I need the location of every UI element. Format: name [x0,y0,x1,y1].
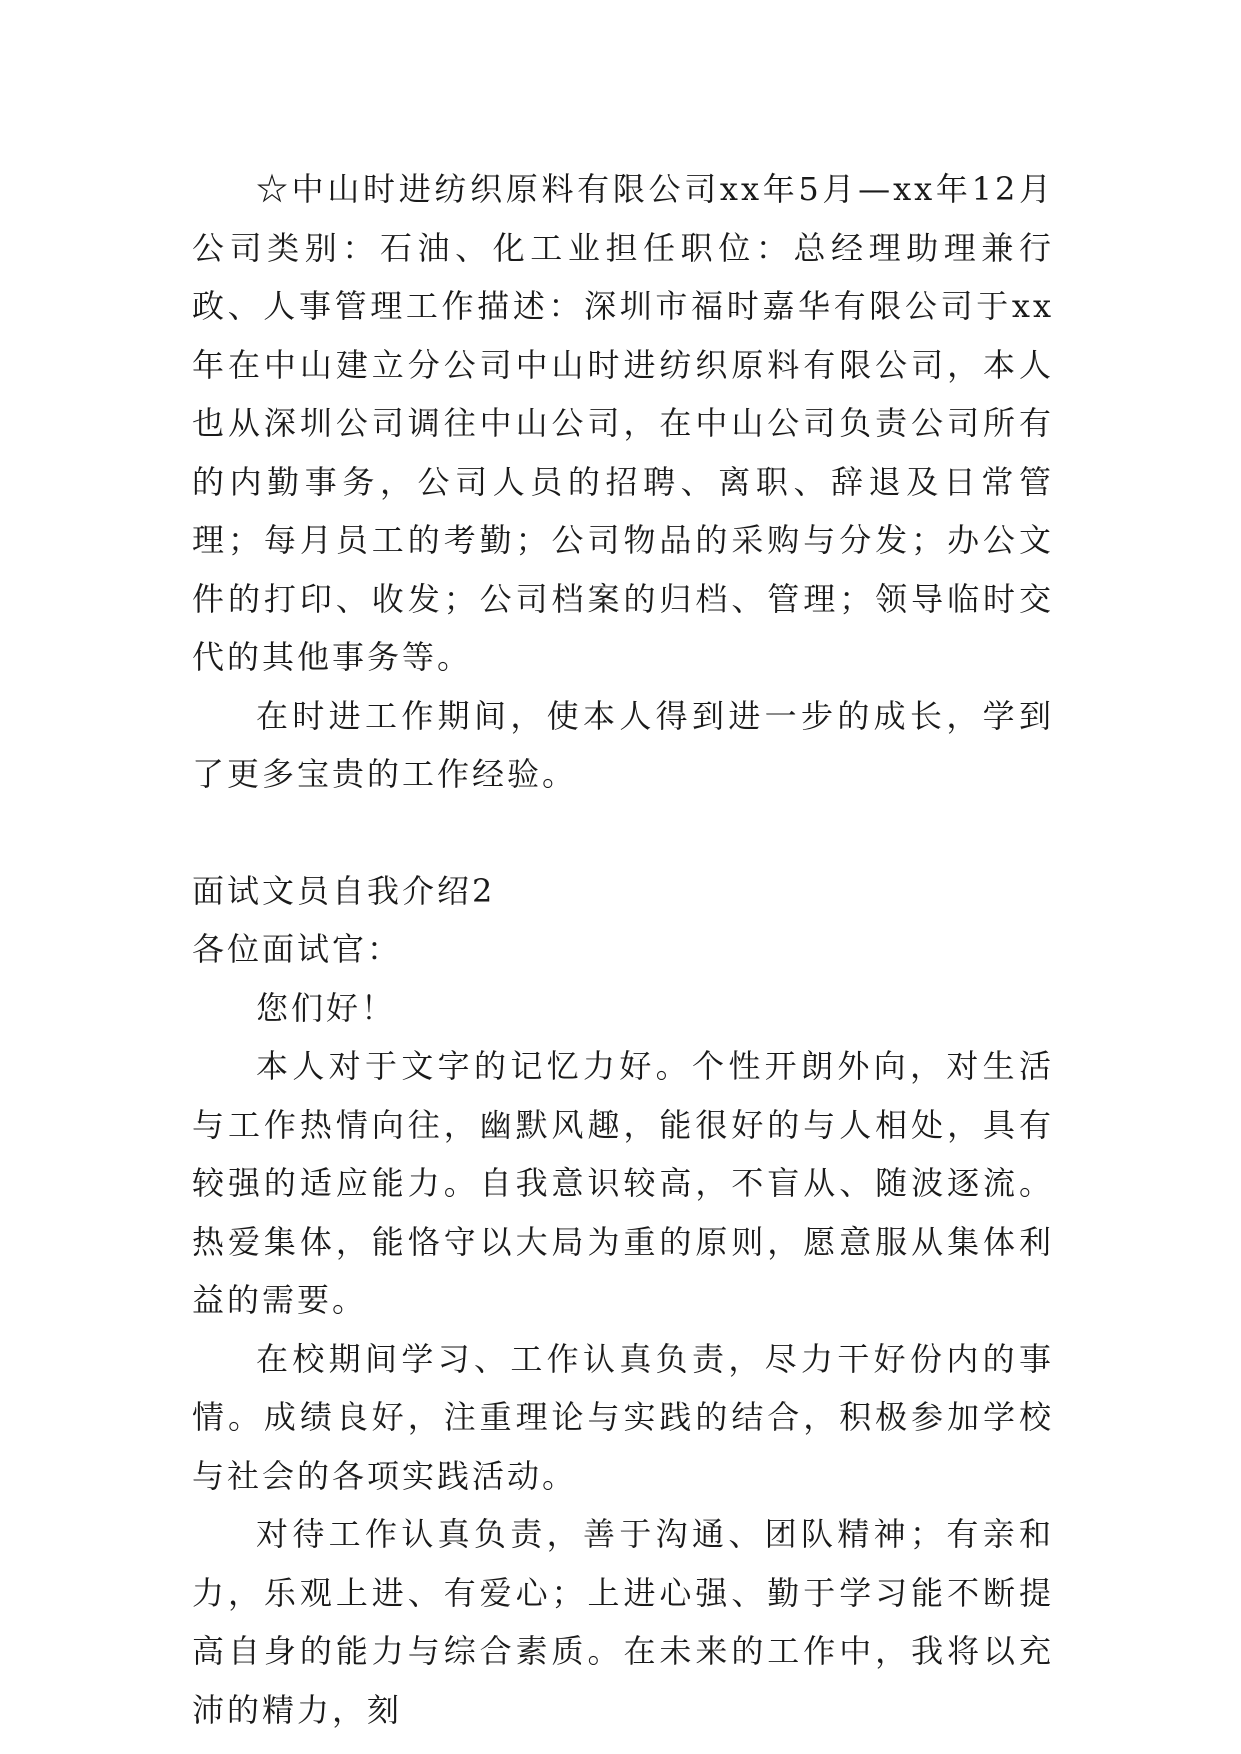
personality-paragraph: 本人对于文字的记忆力好。个性开朗外向，对生活与工作热情向往，幽默风趣，能很好的与人相处，具有较强的适应能力。自我意识较高，不盲从、随波逐流。热爱集体，能恪守以大局为重的原则，愿意服从集体利益的需要。 [192,1047,1054,1319]
section-spacer [192,804,1054,862]
greeting: 您们好！ [256,988,397,1027]
section-title: 面试文员自我介绍2 [192,871,496,910]
growth-paragraph: 在时进工作期间，使本人得到进一步的成长，学到了更多宝贵的工作经验。 [192,696,1054,793]
attitude-paragraph: 对待工作认真负责，善于沟通、团队精神；有亲和力，乐观上进、有爱心；上进心强、勤于学习能不断提高自身的能力与综合素质。在未来的工作中，我将以充沛的精力，刻 [192,1515,1054,1729]
salutation: 各位面试官： [192,930,403,968]
school-paragraph: 在校期间学习、工作认真负责，尽力干好份内的事情。成绩良好，注重理论与实践的结合，积极参加学校与社会的各项实践活动。 [192,1339,1054,1495]
document-body [192,160,1054,1739]
work-experience-paragraph: ☆中山时进纺织原料有限公司xx年5月—xx年12月公司类别：石油、化工业担任职位：总经理助理兼行政、人事管理工作描述：深圳市福时嘉华有限公司于xx年在中山建立分公司中山时进纺织原料有限公司，本人也从深圳公司调往中山公司，在中山公司负责公司所有的内勤事务，公司人员的招聘、离职、辞退及日常管理；每月员工的考勤；公司物品的采购与分发；办公文件的打印、收发；公司档案的归档、管理；领导临时交代的其他事务等。 [192,170,1054,676]
